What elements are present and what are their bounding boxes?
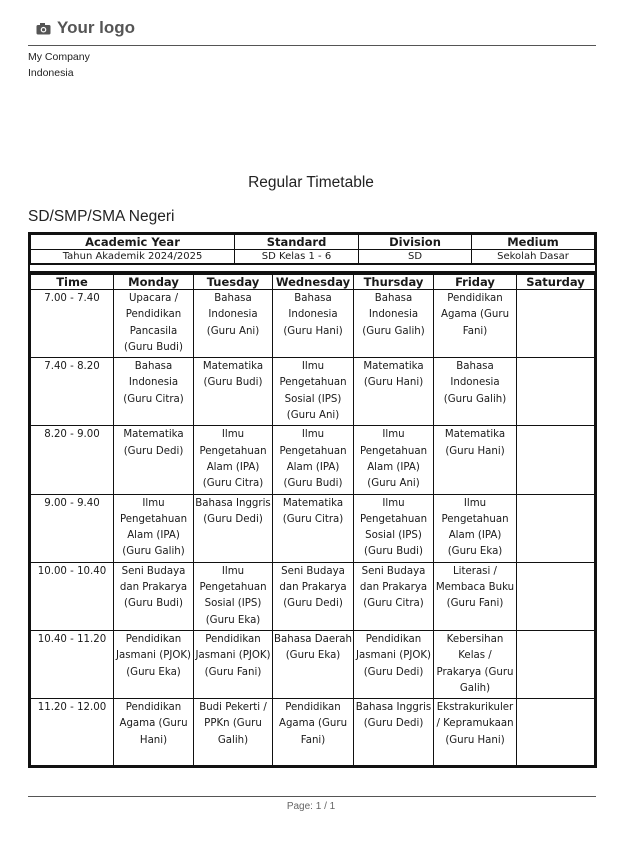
time-cell: 8.20 - 9.00 — [31, 426, 114, 494]
lesson-cell: Ilmu Pengetahuan Alam (IPA) (Guru Eka) — [434, 494, 517, 562]
company-country: Indonesia — [28, 67, 74, 79]
table-row — [31, 290, 595, 358]
timetable-grid — [30, 273, 595, 766]
table-row — [31, 358, 595, 426]
lesson-cell: Seni Budaya dan Prakarya (Guru Dedi) — [273, 562, 354, 630]
lesson-cell: Bahasa Indonesia (Guru Ani) — [194, 290, 273, 358]
lesson-cell: Pendidikan Agama (Guru Fani) — [434, 290, 517, 358]
lesson-cell: Budi Pekerti / PPKn (Guru Galih) — [194, 699, 273, 766]
company-logo — [36, 18, 135, 38]
lesson-cell — [517, 562, 595, 630]
timetable-header-monday: Monday — [114, 274, 194, 290]
table-row — [31, 494, 595, 562]
lesson-cell — [517, 290, 595, 358]
timetable-header-saturday: Saturday — [517, 274, 595, 290]
lesson-cell: Ekstrakurikuler / Kepramukaan (Guru Hani) — [434, 699, 517, 766]
lesson-cell: Bahasa Inggris (Guru Dedi) — [194, 494, 273, 562]
lesson-cell: Ilmu Pengetahuan Alam (IPA) (Guru Ani) — [354, 426, 434, 494]
lesson-cell: Literasi / Membaca Buku (Guru Fani) — [434, 562, 517, 630]
info-header-standard: Standard — [235, 235, 359, 250]
lesson-cell — [517, 494, 595, 562]
info-value-division: SD — [359, 250, 472, 264]
table-row — [31, 699, 595, 766]
timetable-header-thursday: Thursday — [354, 274, 434, 290]
table-spacer — [30, 264, 595, 273]
info-value-medium: Sekolah Dasar — [472, 250, 595, 264]
school-type: SD/SMP/SMA Negeri — [28, 208, 175, 225]
table-row — [31, 630, 595, 698]
table-row — [31, 562, 595, 630]
camera-icon — [36, 22, 51, 35]
company-info — [28, 49, 90, 81]
lesson-cell: Bahasa Indonesia (Guru Galih) — [434, 358, 517, 426]
lesson-cell: Bahasa Indonesia (Guru Hani) — [273, 290, 354, 358]
lesson-cell: Bahasa Indonesia (Guru Citra) — [114, 358, 194, 426]
header-divider — [28, 45, 596, 46]
lesson-cell: Bahasa Indonesia (Guru Galih) — [354, 290, 434, 358]
lesson-cell: Pendidikan Agama (Guru Fani) — [273, 699, 354, 766]
page-number: Page: 1 / 1 — [286, 801, 336, 812]
info-table — [30, 234, 595, 264]
time-cell: 7.00 - 7.40 — [31, 290, 114, 358]
time-cell: 9.00 - 9.40 — [31, 494, 114, 562]
lesson-cell: Ilmu Pengetahuan Alam (IPA) (Guru Citra) — [194, 426, 273, 494]
time-cell: 10.40 - 11.20 — [31, 630, 114, 698]
lesson-cell: Pendidikan Jasmani (PJOK) (Guru Eka) — [114, 630, 194, 698]
lesson-cell — [517, 426, 595, 494]
info-value-standard: SD Kelas 1 - 6 — [235, 250, 359, 264]
lesson-cell: Kebersihan Kelas / Prakarya (Guru Galih) — [434, 630, 517, 698]
lesson-cell: Seni Budaya dan Prakarya (Guru Budi) — [114, 562, 194, 630]
lesson-cell: Pendidikan Jasmani (PJOK) (Guru Fani) — [194, 630, 273, 698]
time-cell: 10.00 - 10.40 — [31, 562, 114, 630]
lesson-cell: Pendidikan Agama (Guru Hani) — [114, 699, 194, 766]
lesson-cell: Matematika (Guru Hani) — [434, 426, 517, 494]
table-row — [31, 426, 595, 494]
logo-text: Your logo — [57, 18, 136, 37]
document-title: Regular Timetable — [248, 174, 374, 191]
lesson-cell: Matematika (Guru Dedi) — [114, 426, 194, 494]
lesson-cell: Matematika (Guru Hani) — [354, 358, 434, 426]
lesson-cell: Ilmu Pengetahuan Alam (IPA) (Guru Galih) — [114, 494, 194, 562]
info-value-academic-year: Tahun Akademik 2024/2025 — [31, 250, 235, 264]
timetable-header-time: Time — [31, 274, 114, 290]
lesson-cell: Ilmu Pengetahuan Sosial (IPS) (Guru Eka) — [194, 562, 273, 630]
lesson-cell — [517, 630, 595, 698]
info-header-division: Division — [359, 235, 472, 250]
info-header-medium: Medium — [472, 235, 595, 250]
lesson-cell: Pendidikan Jasmani (PJOK) (Guru Dedi) — [354, 630, 434, 698]
lesson-cell: Bahasa Daerah (Guru Eka) — [273, 630, 354, 698]
footer-divider — [28, 796, 596, 797]
info-header-academic-year: Academic Year — [31, 235, 235, 250]
lesson-cell: Matematika (Guru Budi) — [194, 358, 273, 426]
info-header-row — [31, 235, 595, 250]
timetable-container — [28, 232, 597, 768]
lesson-cell: Ilmu Pengetahuan Alam (IPA) (Guru Budi) — [273, 426, 354, 494]
lesson-cell: Matematika (Guru Citra) — [273, 494, 354, 562]
lesson-cell — [517, 358, 595, 426]
lesson-cell — [517, 699, 595, 766]
timetable-header-friday: Friday — [434, 274, 517, 290]
lesson-cell: Upacara / Pendidikan Pancasila (Guru Budi) — [114, 290, 194, 358]
company-name: My Company — [28, 51, 90, 63]
time-cell: 7.40 - 8.20 — [31, 358, 114, 426]
lesson-cell: Ilmu Pengetahuan Sosial (IPS) (Guru Ani) — [273, 358, 354, 426]
timetable-header-wednesday: Wednesday — [273, 274, 354, 290]
info-value-row — [31, 250, 595, 264]
lesson-cell: Ilmu Pengetahuan Sosial (IPS) (Guru Budi) — [354, 494, 434, 562]
time-cell: 11.20 - 12.00 — [31, 699, 114, 766]
timetable-header-tuesday: Tuesday — [194, 274, 273, 290]
lesson-cell: Bahasa Inggris (Guru Dedi) — [354, 699, 434, 766]
lesson-cell: Seni Budaya dan Prakarya (Guru Citra) — [354, 562, 434, 630]
timetable-header-row — [31, 274, 595, 290]
